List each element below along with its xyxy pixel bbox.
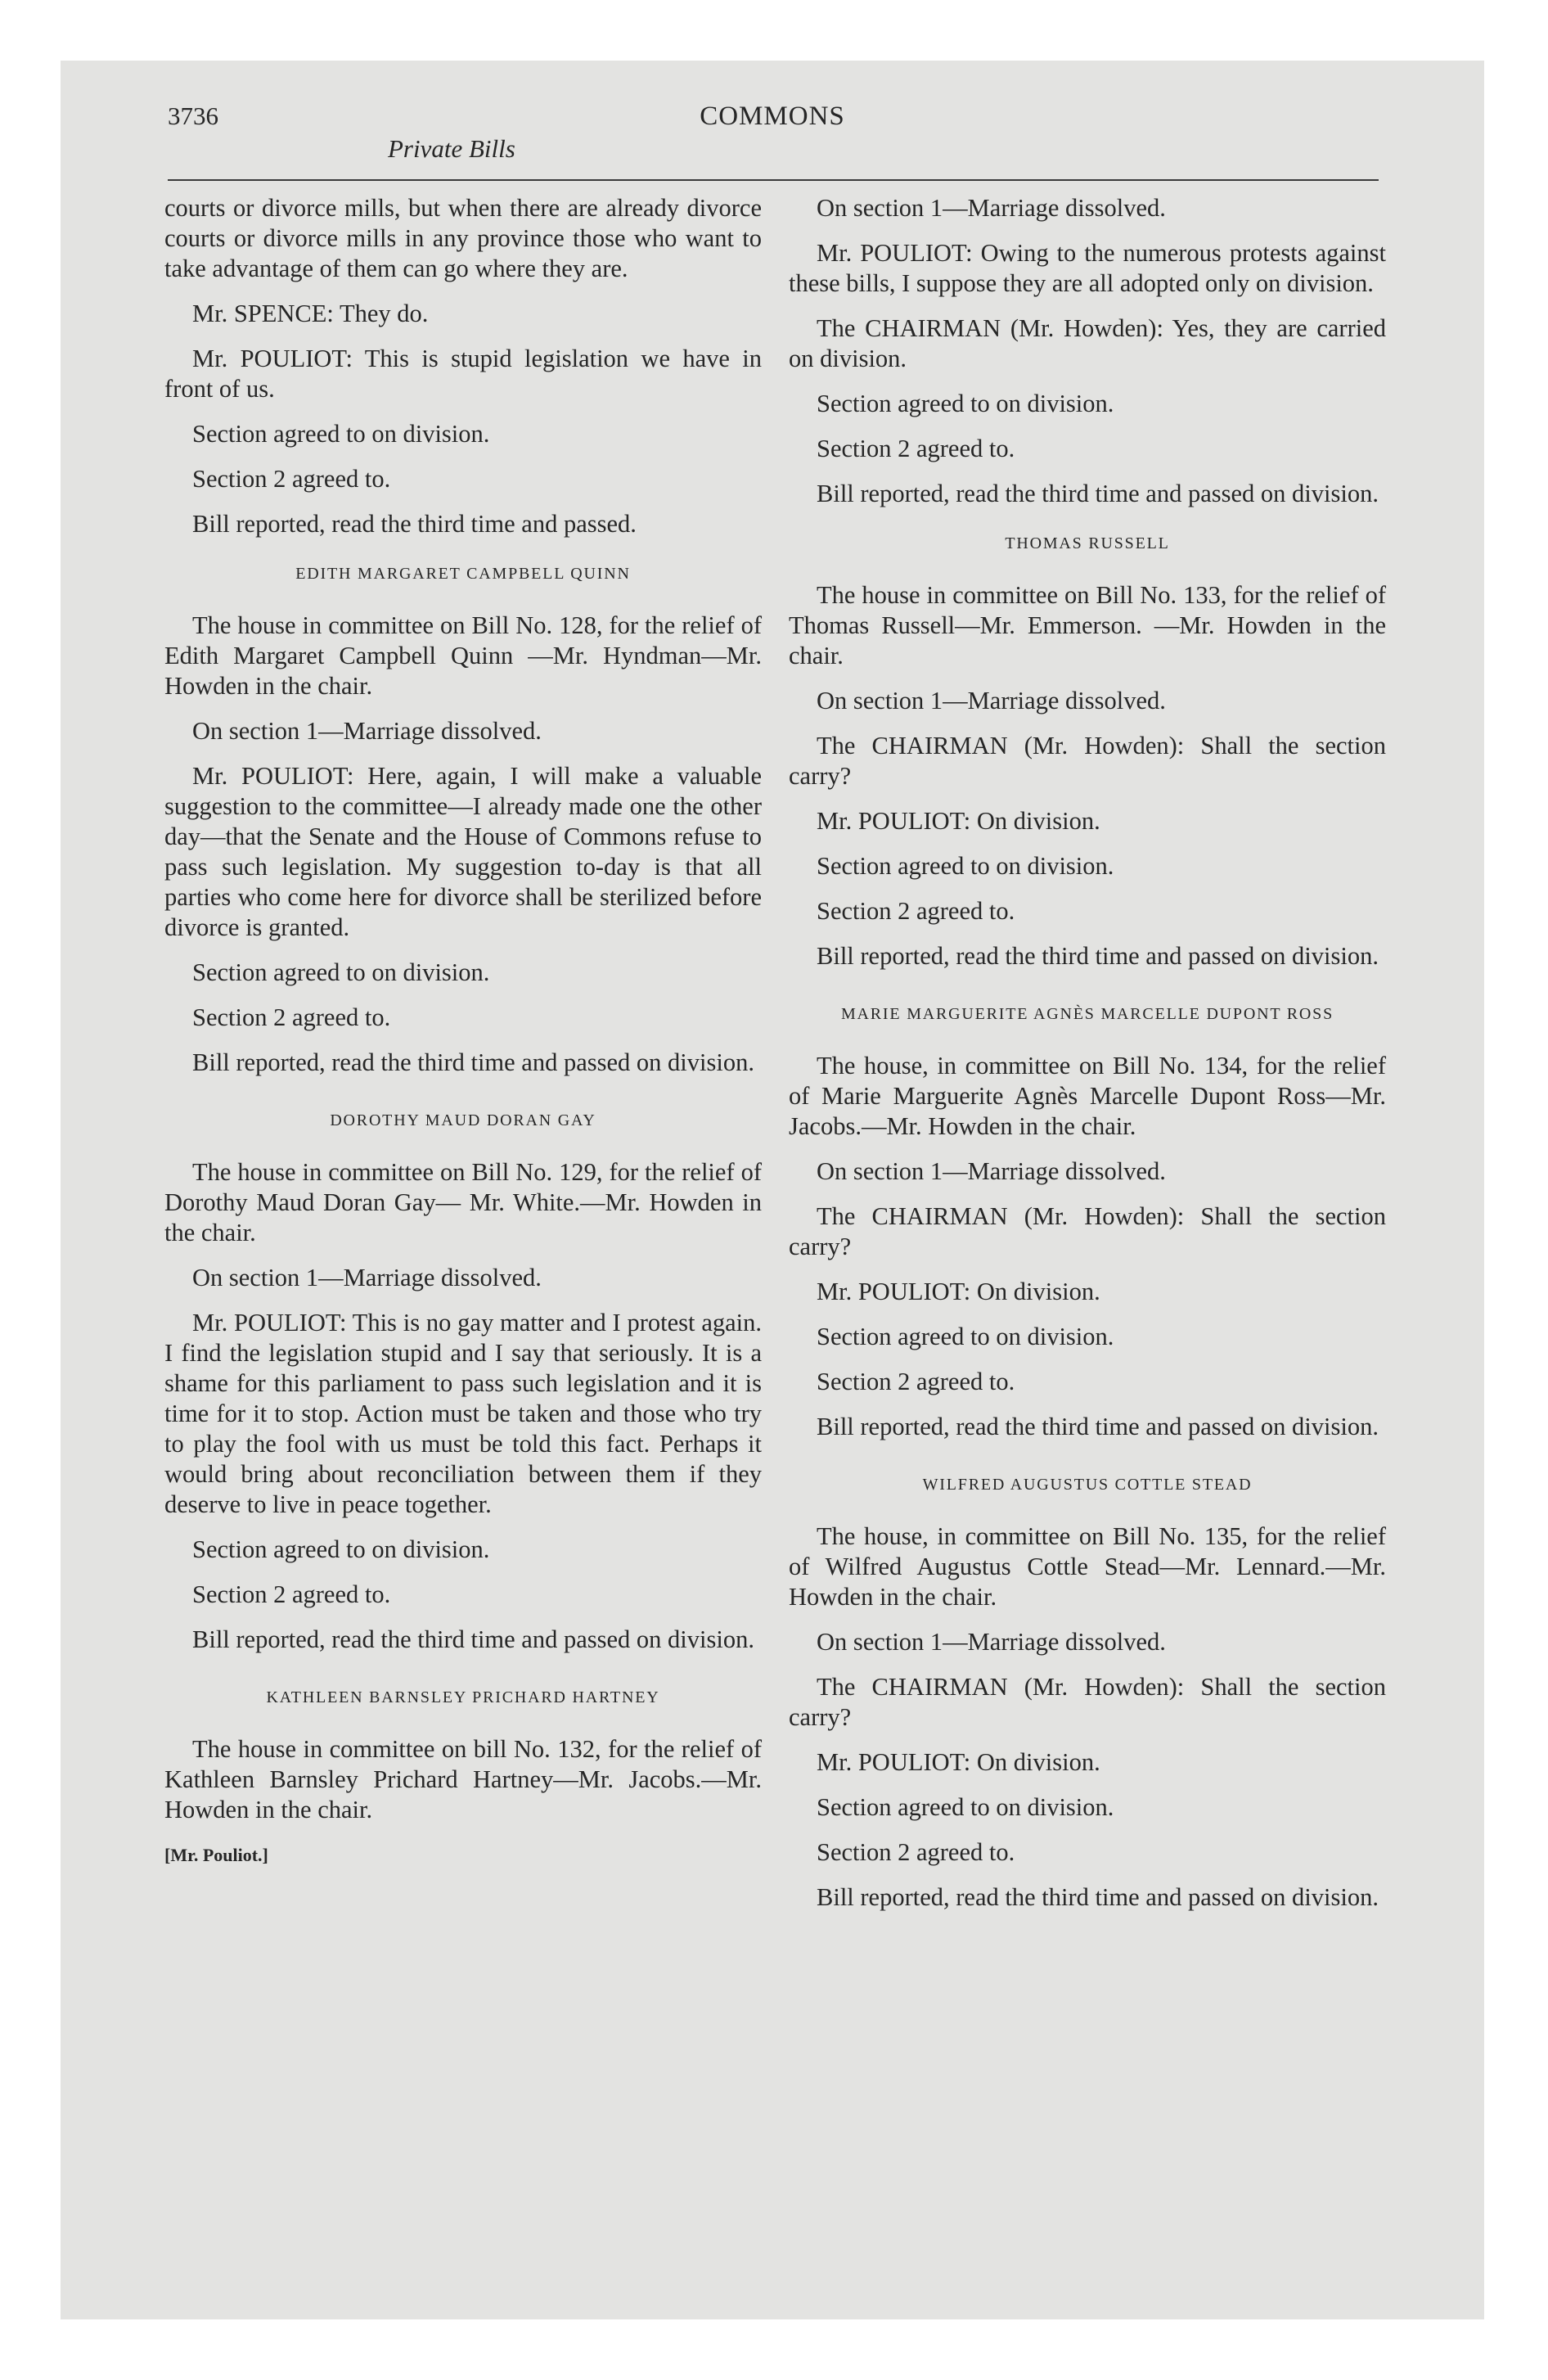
paragraph: The house, in committee on Bill No. 135, for the relief of Wilfred Augustus Cottle Stead—Mr. Lennard.—Mr. Howden in the chair. xyxy=(789,1522,1386,1611)
paragraph: Bill reported, read the third time and passed on division. xyxy=(817,1413,1379,1440)
paragraph: On section 1—Marriage dissolved. xyxy=(817,1157,1166,1185)
paragraph: Section agreed to on division. xyxy=(817,1793,1114,1821)
paragraph: Mr. POULIOT: This is stupid legislation we have in front of us. xyxy=(164,345,762,403)
paragraph: Mr. POULIOT: On division. xyxy=(817,1748,1100,1776)
paragraph: The house, in committee on Bill No. 134, for the relief of Marie Marguerite Agnès Marcelle Dupont Ross—Mr. Jacobs.—Mr. Howden in the chair. xyxy=(789,1052,1386,1140)
paragraph: Section 2 agreed to. xyxy=(817,435,1015,462)
paragraph: Section agreed to on division. xyxy=(192,1535,490,1563)
paragraph: Mr. POULIOT: Owing to the numerous protests against these bills, I suppose they are all adopted only on division. xyxy=(789,239,1386,297)
paragraph: Section agreed to on division. xyxy=(817,1323,1114,1350)
paragraph: Mr. SPENCE: They do. xyxy=(192,300,429,327)
section-heading: WILFRED AUGUSTUS COTTLE STEAD xyxy=(922,1476,1253,1494)
paragraph: Bill reported, read the third time and passed on division. xyxy=(817,1883,1379,1911)
page-header xyxy=(61,61,1484,183)
running-head: Private Bills xyxy=(388,134,515,163)
paragraph: The house in committee on Bill No. 133, for the relief of Thomas Russell—Mr. Emmerson. —Mr. Howden in the chair. xyxy=(789,581,1386,669)
left-column xyxy=(164,193,762,1870)
paragraph: The CHAIRMAN (Mr. Howden): Shall the section carry? xyxy=(789,732,1386,790)
paragraph: The house in committee on bill No. 132, for the relief of Kathleen Barnsley Prichard Hartney—Mr. Jacobs.—Mr. Howden in the chair. xyxy=(164,1735,762,1823)
section-heading: MARIE MARGUERITE AGNÈS MARCELLE DUPONT ROSS xyxy=(840,1005,1334,1023)
section-heading: EDITH MARGARET CAMPBELL QUINN xyxy=(295,565,631,583)
paragraph: Mr. POULIOT: Here, again, I will make a valuable suggestion to the committee—I already made one the other day—that the Senate and the House of Commons refuse to pass such legislation. My suggestion to-day is that all parties who come here for divorce shall be sterilized before divorce is granted. xyxy=(164,762,762,941)
paragraph: The CHAIRMAN (Mr. Howden): Shall the section carry? xyxy=(789,1202,1386,1260)
paragraph: Section agreed to on division. xyxy=(817,390,1114,417)
paragraph: Mr. POULIOT: On division. xyxy=(817,1278,1100,1305)
speaker-footer: [Mr. Pouliot.] xyxy=(164,1845,268,1865)
paragraph: Section 2 agreed to. xyxy=(817,1368,1015,1395)
page-number: 3736 xyxy=(168,101,218,130)
paragraph: Bill reported, read the third time and passed on division. xyxy=(817,480,1379,507)
paragraph: Section agreed to on division. xyxy=(817,852,1114,880)
paragraph: Section 2 agreed to. xyxy=(817,897,1015,925)
paragraph: The house in committee on Bill No. 128, for the relief of Edith Margaret Campbell Quinn —Mr. Hyndman—Mr. Howden in the chair. xyxy=(164,611,762,700)
paragraph: Mr. POULIOT: This is no gay matter and I protest again. I find the legislation stupid and I say that seriously. It is a shame for this parliament to pass such legislation and it is time for it to stop. Action must be taken and those who try to play the fool with us must be told this fact. Perhaps it would bring about reconciliation between them if they deserve to live in peace together. xyxy=(164,1309,762,1518)
paragraph: Bill reported, read the third time and passed on division. xyxy=(817,942,1379,970)
paragraph: Section 2 agreed to. xyxy=(192,1003,391,1031)
paragraph: Bill reported, read the third time and passed on division. xyxy=(192,1048,754,1076)
paragraph: The CHAIRMAN (Mr. Howden): Shall the section carry? xyxy=(789,1673,1386,1731)
header-rule xyxy=(168,179,1379,181)
page-title: COMMONS xyxy=(700,101,845,131)
paragraph: Bill reported, read the third time and passed. xyxy=(192,510,637,538)
paragraph: Section agreed to on division. xyxy=(192,420,490,448)
paragraph: On section 1—Marriage dissolved. xyxy=(817,1628,1166,1656)
paragraph: courts or divorce mills, but when there are already divorce courts or divorce mills in any province those who want to take advantage of them can go where they are. xyxy=(164,194,762,282)
paragraph: Section 2 agreed to. xyxy=(817,1838,1015,1866)
paragraph: On section 1—Marriage dissolved. xyxy=(192,1264,542,1291)
section-heading: KATHLEEN BARNSLEY PRICHARD HARTNEY xyxy=(266,1688,660,1706)
paragraph: Section 2 agreed to. xyxy=(192,465,391,493)
section-heading: THOMAS RUSSELL xyxy=(1005,534,1170,552)
paragraph: The house in committee on Bill No. 129, for the relief of Dorothy Maud Doran Gay— Mr. White.—Mr. Howden in the chair. xyxy=(164,1158,762,1246)
paragraph: Section agreed to on division. xyxy=(192,958,490,986)
paragraph: Section 2 agreed to. xyxy=(192,1580,391,1608)
paragraph: On section 1—Marriage dissolved. xyxy=(817,687,1166,714)
right-column xyxy=(789,193,1386,1927)
paragraph: Mr. POULIOT: On division. xyxy=(817,807,1100,835)
paragraph: The CHAIRMAN (Mr. Howden): Yes, they are carried on division. xyxy=(789,314,1386,372)
section-heading: DOROTHY MAUD DORAN GAY xyxy=(330,1111,596,1129)
paragraph: Bill reported, read the third time and passed on division. xyxy=(192,1625,754,1653)
paragraph: On section 1—Marriage dissolved. xyxy=(192,717,542,745)
document-page xyxy=(61,61,1484,2319)
paragraph: On section 1—Marriage dissolved. xyxy=(817,194,1166,222)
